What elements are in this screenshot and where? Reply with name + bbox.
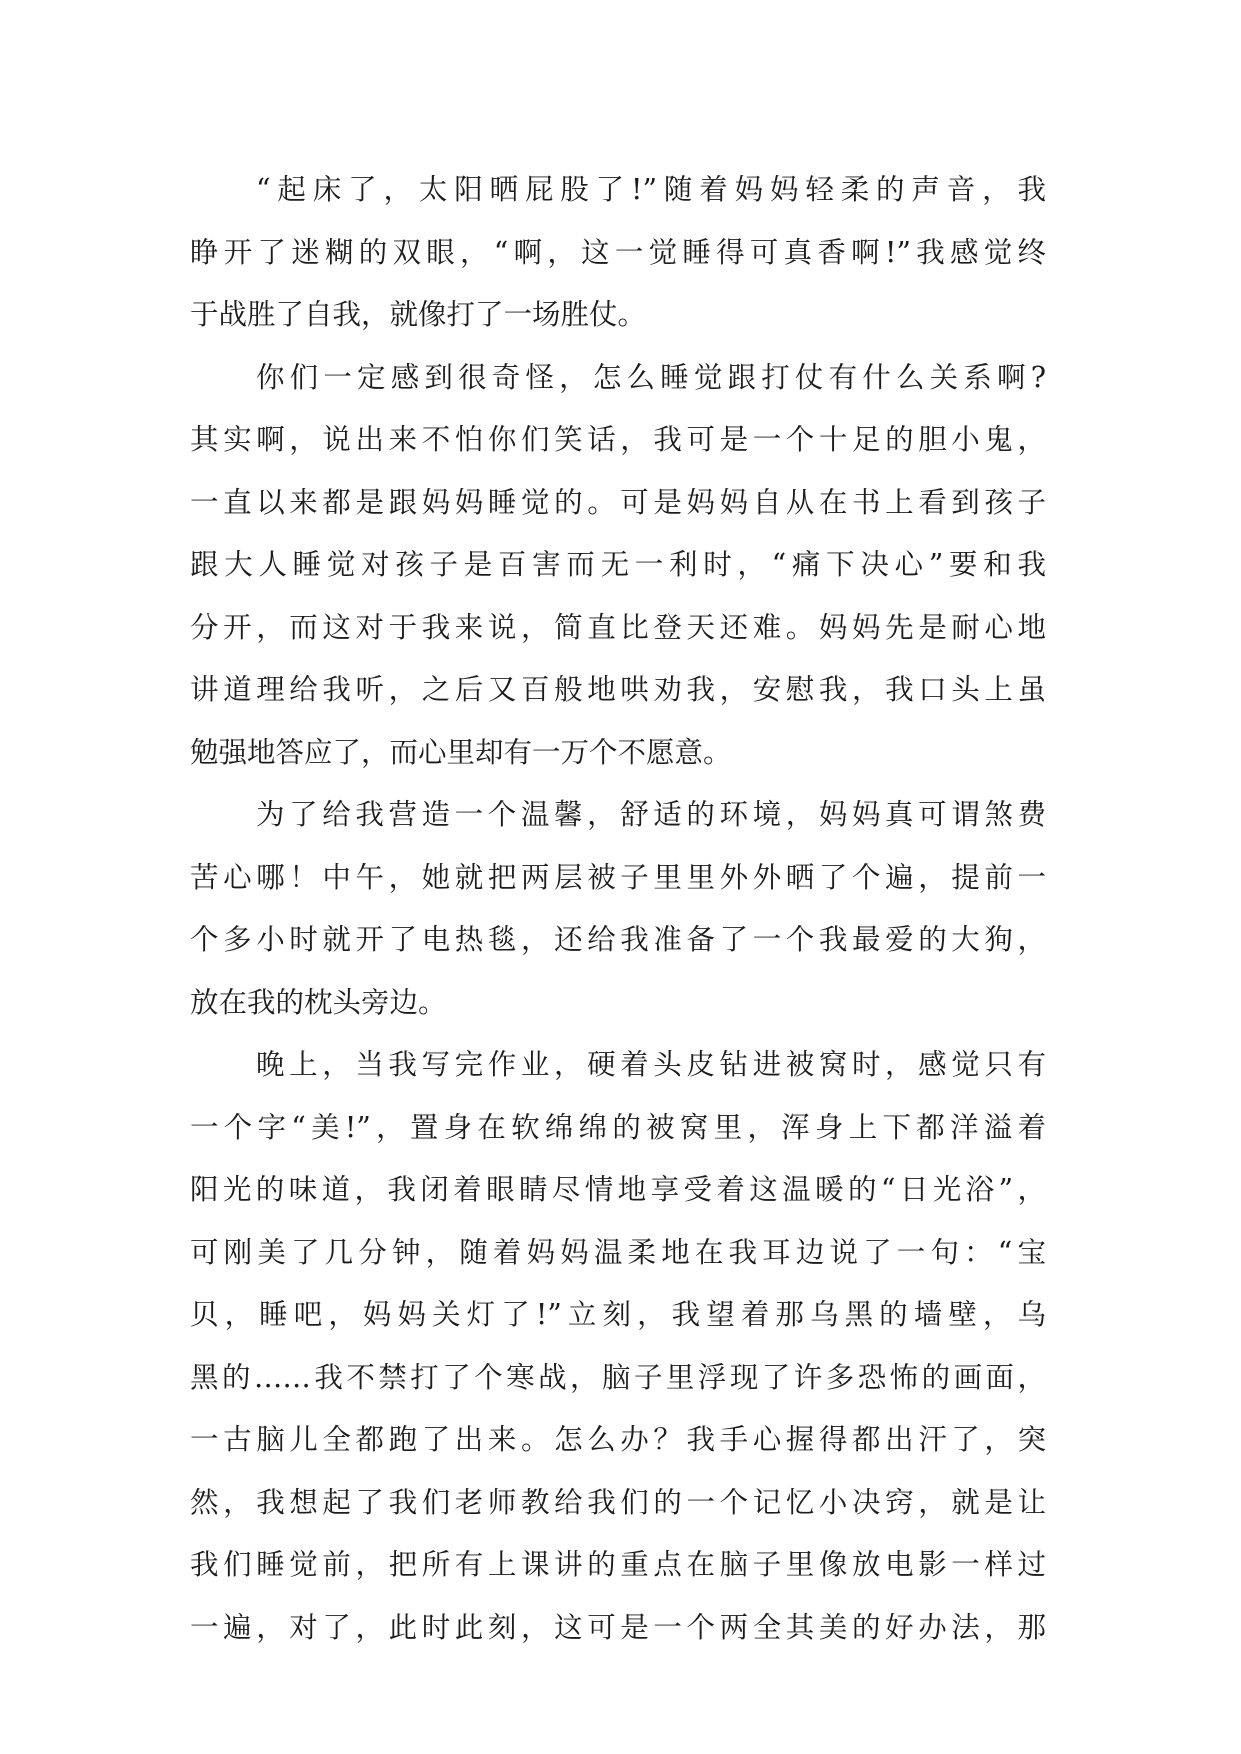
paragraph-2-line-3: 一直以来都是跟妈妈睡觉的。可是妈妈自从在书上看到孩子	[190, 485, 1046, 519]
paragraph-2-line-4: 跟大人睡觉对孩子是百害而无一利时，“痛下决心”要和我	[190, 548, 1046, 581]
document-body	[190, 159, 1046, 1659]
paragraph-4-line-7: 一古脑儿全都跑了出来。怎么办？我手心握得都出汗了，突	[190, 1423, 1046, 1456]
paragraph-2-line-2: 其实啊，说出来不怕你们笑话，我可是一个十足的胆小鬼，	[190, 423, 1046, 456]
paragraph-4-line-8: 然，我想起了我们老师教给我们的一个记忆小决窍，就是让	[190, 1485, 1046, 1519]
paragraph-3-line-1: 为了给我营造一个温馨，舒适的环境，妈妈真可谓煞费	[256, 798, 1046, 831]
paragraph-4-line-6: 黑的……我不禁打了个寒战，脑子里浮现了许多恐怖的画面，	[190, 1360, 1046, 1394]
paragraph-4-line-9: 我们睡觉前，把所有上课讲的重点在脑子里像放电影一样过	[190, 1548, 1046, 1581]
paragraph-2-line-7: 勉强地答应了，而心里却有一万个不愿意。	[190, 735, 732, 769]
paragraph-4-line-4: 可刚美了几分钟，随着妈妈温柔地在我耳边说了一句：“宝	[190, 1235, 1046, 1269]
paragraph-3-line-3: 个多小时就开了电热毯，还给我准备了一个我最爱的大狗，	[190, 923, 1046, 956]
paragraph-4-line-5: 贝，睡吧，妈妈关灯了!”立刻，我望着那乌黑的墙壁，乌	[190, 1298, 1046, 1331]
paragraph-3-line-2: 苦心哪！中午，她就把两层被子里里外外晒了个遍，提前一	[190, 860, 1046, 894]
paragraph-2-line-1: 你们一定感到很奇怪，怎么睡觉跟打仗有什么关系啊?	[256, 360, 1046, 394]
paragraph-4-line-2: 一个字“美!”，置身在软绵绵的被窝里，浑身上下都洋溢着	[190, 1110, 1046, 1144]
paragraph-1-line-1: “起床了，太阳晒屁股了!”随着妈妈轻柔的声音，我	[256, 173, 1046, 206]
paragraph-4-line-3: 阳光的味道，我闭着眼睛尽情地享受着这温暖的“日光浴”，	[190, 1173, 1046, 1206]
paragraph-4-line-10: 一遍，对了，此时此刻，这可是一个两全其美的好办法，那	[190, 1610, 1046, 1644]
paragraph-1-line-3: 于战胜了自我，就像打了一场胜仗。	[190, 298, 647, 331]
paragraph-1-line-2: 睁开了迷糊的双眼，“啊，这一觉睡得可真香啊!”我感觉终	[190, 235, 1046, 269]
paragraph-2-line-6: 讲道理给我听，之后又百般地哄劝我，安慰我，我口头上虽	[190, 673, 1046, 706]
paragraph-4-line-1: 晚上，当我写完作业，硬着头皮钻进被窝时，感觉只有	[256, 1048, 1046, 1081]
paragraph-2-line-5: 分开，而这对于我来说，简直比登天还难。妈妈先是耐心地	[190, 610, 1046, 644]
paragraph-3-line-4: 放在我的枕头旁边。	[190, 985, 447, 1019]
